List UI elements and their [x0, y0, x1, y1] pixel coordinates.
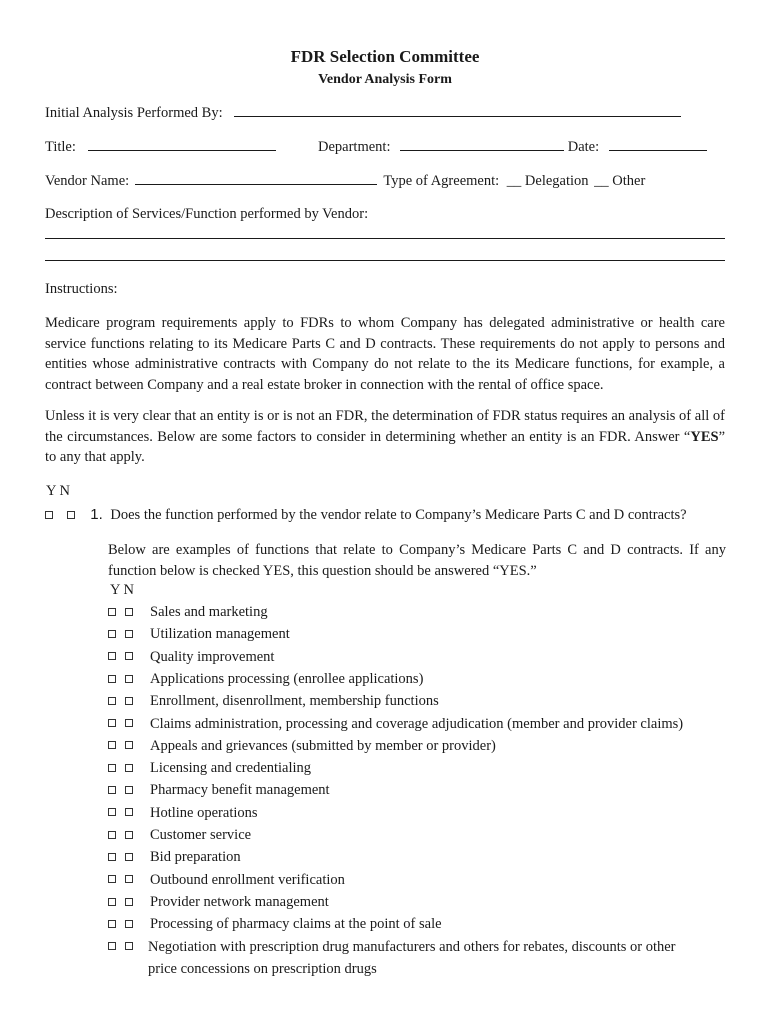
description-label: Description of Services/Function performed by Vendor:: [45, 206, 369, 222]
date-blank[interactable]: [609, 149, 707, 151]
initial-analysis-label: Initial Analysis Performed By:: [45, 105, 223, 121]
instructions-heading: Instructions:: [45, 281, 118, 297]
function-yes-checkbox[interactable]: [108, 630, 116, 638]
function-item: [108, 760, 312, 777]
function-yes-checkbox[interactable]: [108, 920, 116, 928]
description-line-1[interactable]: [45, 238, 725, 239]
paragraph-2-text: Unless it is very clear that an entity is or is not an FDR, the determination of FDR status requires an analysis of all of the circumstances. Below are some factors to consider in determining whether an entity is an FDR. Answer “: [45, 408, 725, 445]
function-item: [108, 916, 442, 933]
question-1-row: [45, 506, 687, 524]
function-yes-checkbox[interactable]: [108, 853, 116, 861]
function-label: Applications processing (enrollee applications): [150, 670, 424, 687]
vendor-name-blank[interactable]: [135, 183, 377, 185]
department-label: Department:: [318, 139, 391, 155]
function-label: Licensing and credentialing: [150, 760, 312, 777]
instructions-paragraph-2: [45, 406, 725, 468]
function-yes-checkbox[interactable]: [108, 808, 116, 816]
function-item: [108, 782, 330, 799]
function-item: [108, 893, 329, 911]
function-label: Bid preparation: [150, 849, 241, 866]
form-subtitle: Vendor Analysis Form: [318, 72, 452, 87]
function-no-checkbox[interactable]: [125, 808, 133, 816]
function-no-checkbox[interactable]: [125, 719, 133, 727]
paragraph-2-end: ” to any that apply.: [45, 428, 725, 465]
title-row: [45, 139, 276, 156]
function-yes-checkbox[interactable]: [108, 764, 116, 772]
question-1-text: Does the function performed by the vendor relate to Company’s Medicare Parts C and D contracts?: [110, 507, 687, 523]
form-title: FDR Selection Committee: [290, 47, 480, 66]
function-yes-checkbox[interactable]: [108, 786, 116, 794]
function-item: [108, 648, 275, 666]
title-blank[interactable]: [88, 149, 276, 151]
instructions-paragraph-1: Medicare program requirements apply to FDRs to whom Company has delegated administrative or health care service functions relating to its Medicare Parts C and D contracts. These requirements do not apply to persons and entities whose administrative contracts with Company do not relate to the its Medicare functions, for example, a contract between Company and a real estate broker in connection with the rental of office space.: [45, 315, 725, 393]
question-1-note: Below are examples of functions that relate to Company’s Medicare Parts C and D contracts. If any function below is checked YES, this question should be answered “YES.”: [108, 542, 726, 579]
function-item: [108, 737, 496, 755]
department-blank[interactable]: [400, 149, 564, 151]
function-item: [108, 715, 684, 733]
function-no-checkbox[interactable]: [125, 630, 133, 638]
function-no-checkbox[interactable]: [125, 741, 133, 749]
function-yes-checkbox[interactable]: [108, 697, 116, 705]
yn-header: Y N: [46, 483, 71, 499]
delegation-option[interactable]: __ Delegation: [506, 173, 589, 189]
function-item: [108, 849, 241, 866]
department-row: [318, 139, 707, 156]
function-no-checkbox[interactable]: [125, 697, 133, 705]
function-no-checkbox[interactable]: [125, 898, 133, 906]
title-label: Title:: [45, 139, 76, 155]
function-no-checkbox[interactable]: [125, 764, 133, 772]
function-no-checkbox[interactable]: [125, 675, 133, 683]
type-of-agreement-label: Type of Agreement:: [383, 173, 500, 189]
function-label: Pharmacy benefit management: [150, 782, 330, 799]
yes-emphasis: YES: [690, 428, 719, 445]
function-item: [108, 604, 268, 621]
function-no-checkbox[interactable]: [125, 652, 133, 660]
function-yes-checkbox[interactable]: [108, 719, 116, 727]
function-yes-checkbox[interactable]: [108, 942, 116, 950]
function-no-checkbox[interactable]: [125, 920, 133, 928]
function-no-checkbox[interactable]: [125, 786, 133, 794]
function-no-checkbox[interactable]: [125, 875, 133, 883]
function-label: Outbound enrollment verification: [150, 871, 345, 888]
question-1-no-checkbox[interactable]: [67, 511, 75, 519]
function-label: Hotline operations: [150, 804, 258, 821]
function-item: [108, 670, 424, 688]
function-label: Claims administration, processing and coverage adjudication (member and provider claims): [150, 715, 684, 732]
function-label: Negotiation with prescription drug manufacturers and others for rebates, discounts or other: [148, 938, 676, 955]
function-yes-checkbox[interactable]: [108, 898, 116, 906]
function-item: [108, 626, 290, 643]
vendor-name-row: [45, 173, 645, 190]
function-item: [108, 938, 676, 956]
function-no-checkbox[interactable]: [125, 831, 133, 839]
function-yes-checkbox[interactable]: [108, 741, 116, 749]
function-label: Appeals and grievances (submitted by member or provider): [150, 737, 496, 754]
function-label: Processing of pharmacy claims at the point of sale: [150, 916, 442, 933]
function-yes-checkbox[interactable]: [108, 831, 116, 839]
function-label: Customer service: [150, 827, 252, 843]
function-yes-checkbox[interactable]: [108, 608, 116, 616]
other-option[interactable]: __ Other: [594, 173, 646, 189]
question-1-yes-checkbox[interactable]: [45, 511, 53, 519]
function-item: [108, 693, 439, 710]
description-line-2[interactable]: [45, 260, 725, 261]
function-label: Enrollment, disenrollment, membership functions: [150, 693, 439, 710]
function-label: Sales and marketing: [150, 604, 268, 620]
function-no-checkbox[interactable]: [125, 942, 133, 950]
vendor-name-label: Vendor Name:: [45, 173, 130, 189]
function-yes-checkbox[interactable]: [108, 875, 116, 883]
function-no-checkbox[interactable]: [125, 853, 133, 861]
initial-analysis-row: [45, 105, 681, 122]
function-no-checkbox[interactable]: [125, 608, 133, 616]
function-item: [108, 827, 252, 844]
function-label: Utilization management: [150, 626, 290, 643]
function-item: [108, 871, 345, 889]
sub-yn-header: Y N: [110, 582, 135, 598]
function-yes-checkbox[interactable]: [108, 675, 116, 683]
function-label: price concessions on prescription drugs: [148, 960, 377, 977]
function-yes-checkbox[interactable]: [108, 652, 116, 660]
date-label: Date:: [567, 139, 600, 155]
function-item: [108, 804, 258, 822]
function-label: Quality improvement: [150, 648, 275, 665]
question-1-number: 1.: [90, 506, 103, 523]
function-label: Provider network management: [150, 893, 329, 910]
initial-analysis-blank[interactable]: [234, 115, 681, 117]
